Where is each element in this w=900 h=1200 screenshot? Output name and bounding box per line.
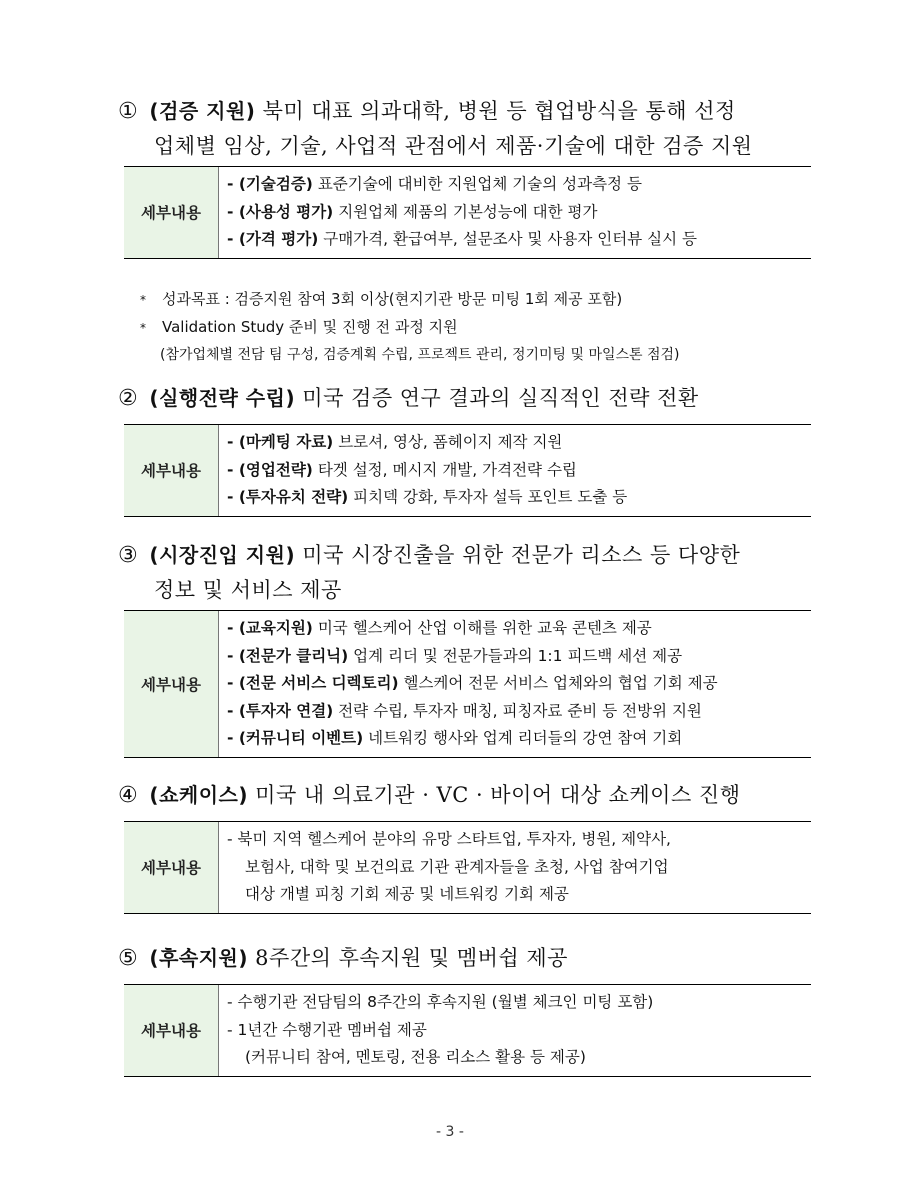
- section-3-label: 세부내용: [124, 611, 219, 757]
- section-3-detail-box: [124, 610, 811, 758]
- section-1-items: [219, 167, 811, 258]
- section-4-label: 세부내용: [124, 822, 219, 913]
- section-4-heading: [118, 778, 818, 813]
- note-2-sub: (참가업체별 전담 팀 구성, 검증계획 수립, 프로젝트 관리, 정기미팅 및 마일스톤 점검): [160, 347, 680, 363]
- list-item: - (사용성 평가) 지원업체 제품의 기본성능에 대한 평가: [227, 202, 598, 221]
- section-1-notes: [140, 286, 820, 369]
- list-item: - (가격 평가) 구매가격, 환급여부, 설문조사 및 사용자 인터뷰 실시 등: [227, 230, 697, 248]
- section-1-desc: 북미 대표 의과대학, 병원 등 협업방식을 통해 선정: [262, 99, 736, 123]
- section-2-heading: [118, 381, 818, 416]
- section-5-detail-box: [124, 984, 811, 1077]
- section-2-title: (실행전략 수립): [149, 386, 296, 410]
- list-item: - (전문가 클리닉) 업계 리더 및 전문가들과의 1:1 피드백 세션 제공: [227, 646, 683, 665]
- page-number: - 3 -: [436, 1124, 464, 1140]
- note-1: * 성과목표 : 검증지원 참여 3회 이상(현지기관 방문 미팅 1회 제공 포함): [140, 286, 820, 314]
- section-3-desc: 미국 시장진출을 위한 전문가 리소스 등 다양한: [302, 543, 741, 567]
- list-item: - (전문 서비스 디렉토리) 헬스케어 전문 서비스 업체와의 협업 기회 제공: [227, 674, 718, 692]
- asterisk-icon: *: [140, 293, 146, 307]
- section-2-detail-box: [124, 424, 811, 517]
- section-3-items: [219, 611, 811, 757]
- section-5-number: ⑤: [118, 946, 139, 971]
- list-item: - (커뮤니티 이벤트) 네트워킹 행사와 업계 리더들의 강연 참여 기회: [227, 729, 683, 747]
- section-4-desc: 미국 내 의료기관 · VC · 바이어 대상 쇼케이스 진행: [255, 783, 741, 807]
- section-5-heading: [118, 941, 818, 976]
- section-2-items: [219, 425, 811, 516]
- section-1-number: ①: [118, 99, 139, 124]
- list-item: (커뮤니티 참여, 멘토링, 전용 리소스 활용 등 제공): [245, 1048, 586, 1066]
- section-1-detail-box: [124, 166, 811, 259]
- section-4-number: ④: [118, 783, 139, 808]
- list-item: 대상 개별 피칭 기회 제공 및 네트워킹 기회 제공: [245, 885, 569, 903]
- section-3-heading: [118, 538, 818, 607]
- section-2-number: ②: [118, 386, 139, 411]
- list-item: - (영업전략) 타겟 설정, 메시지 개발, 가격전략 수립: [227, 460, 577, 479]
- section-1-desc-line2: 업체별 임상, 기술, 사업적 관점에서 제품·기술에 대한 검증 지원: [154, 134, 753, 158]
- asterisk-icon: *: [140, 321, 146, 335]
- section-3-title: (시장진입 지원): [149, 543, 296, 567]
- section-1-title: (검증 지원): [149, 99, 256, 123]
- section-2-label: 세부내용: [124, 425, 219, 516]
- list-item: - 북미 지역 헬스케어 분야의 유망 스타트업, 투자자, 병원, 제약사,: [227, 830, 671, 848]
- section-5-title: (후속지원): [149, 946, 248, 970]
- section-1-label: 세부내용: [124, 167, 219, 258]
- section-5-desc: 8주간의 후속지원 및 멤버쉽 제공: [255, 946, 568, 970]
- note-2: * Validation Study 준비 및 진행 전 과정 지원: [140, 314, 820, 342]
- section-4-detail-box: [124, 821, 811, 914]
- list-item: - (교육지원) 미국 헬스케어 산업 이해를 위한 교육 콘텐츠 제공: [227, 619, 652, 637]
- list-item: - (기술검증) 표준기술에 대비한 지원업체 기술의 성과측정 등: [227, 175, 642, 193]
- list-item: - (투자유치 전략) 피치덱 강화, 투자자 설득 포인트 도출 등: [227, 488, 628, 506]
- section-3-desc-line2: 정보 및 서비스 제공: [154, 578, 342, 602]
- list-item: - (투자자 연결) 전략 수립, 투자자 매칭, 피칭자료 준비 등 전방위 지원: [227, 701, 702, 720]
- section-2-desc: 미국 검증 연구 결과의 실직적인 전략 전환: [302, 386, 699, 410]
- section-1-heading: [118, 94, 818, 163]
- list-item: 보험사, 대학 및 보건의료 기관 관계자들을 초청, 사업 참여기업: [245, 857, 669, 876]
- list-item: - (마케팅 자료) 브로셔, 영상, 폼헤이지 제작 지원: [227, 433, 563, 451]
- section-5-label: 세부내용: [124, 985, 219, 1076]
- section-3-number: ③: [118, 543, 139, 568]
- section-4-title: (쇼케이스): [149, 783, 248, 807]
- section-4-items: [219, 822, 811, 913]
- list-item: - 1년간 수행기관 멤버쉽 제공: [227, 1020, 427, 1039]
- section-5-items: [219, 985, 811, 1076]
- list-item: - 수행기관 전담팀의 8주간의 후속지원 (월별 체크인 미팅 포함): [227, 993, 654, 1011]
